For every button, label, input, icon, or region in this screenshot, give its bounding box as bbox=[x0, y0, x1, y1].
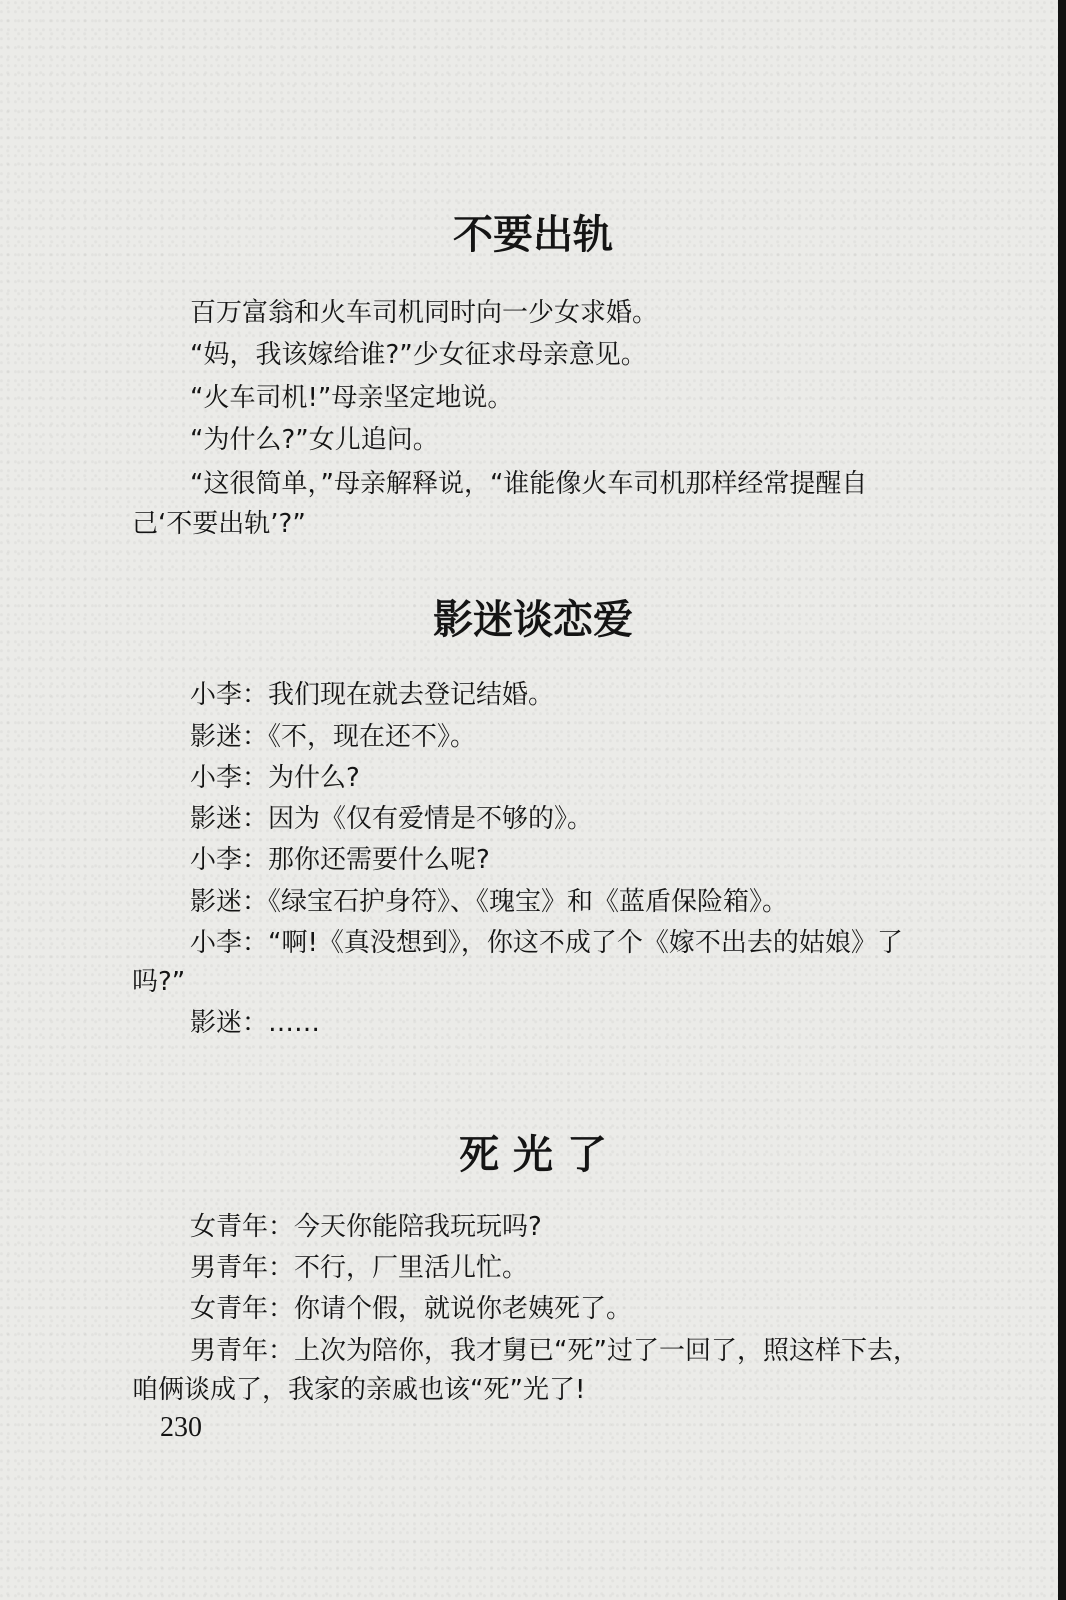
paragraph-line: 百万富翁和火车司机同时向一少女求婚。 bbox=[190, 298, 659, 328]
paragraph-line: 女青年：你请个假，就说你老姨死了。 bbox=[190, 1294, 633, 1324]
paragraph-line: 影迷：《不，现在还不》。 bbox=[190, 722, 477, 752]
paragraph-line: “火车司机!”母亲坚定地说。 bbox=[190, 383, 514, 413]
paragraph-line: 小李：“啊!《真没想到》，你这不成了个《嫁不出去的姑娘》了 bbox=[190, 928, 903, 958]
paragraph-line: 小李：为什么? bbox=[190, 763, 360, 793]
section-title-3: 死 光 了 bbox=[459, 1131, 607, 1178]
page-number: 230 bbox=[160, 1412, 202, 1443]
paragraph-line: 男青年：上次为陪你，我才舅已“死”过了一回了，照这样下去， bbox=[190, 1336, 919, 1366]
section-title-1: 不要出轨 bbox=[453, 211, 613, 258]
paragraph-line: 吗?” bbox=[132, 967, 186, 997]
paragraph-line: 男青年：不行，厂里活儿忙。 bbox=[190, 1253, 529, 1283]
paragraph-line: “这很简单，”母亲解释说，“谁能像火车司机那样经常提醒自 bbox=[190, 469, 868, 499]
paragraph-line: 女青年：今天你能陪我玩玩吗? bbox=[190, 1212, 542, 1242]
paragraph-line: 影迷：《绿宝石护身符》、《瑰宝》和《蓝盾保险箱》。 bbox=[190, 887, 789, 917]
paragraph-line: 己‘不要出轨’?” bbox=[132, 509, 306, 539]
paragraph-line: 咱俩谈成了，我家的亲戚也该“死”光了! bbox=[132, 1375, 586, 1405]
paragraph-line: 影迷：因为《仅有爱情是不够的》。 bbox=[190, 804, 594, 834]
section-title-2: 影迷谈恋爱 bbox=[433, 596, 633, 643]
paragraph-line: 影迷：…… bbox=[190, 1008, 321, 1038]
paragraph-line: “为什么?”女儿追问。 bbox=[190, 425, 439, 455]
paragraph-line: “妈，我该嫁给谁?”少女征求母亲意见。 bbox=[190, 340, 647, 370]
paragraph-line: 小李：那你还需要什么呢? bbox=[190, 845, 490, 875]
paragraph-line: 小李：我们现在就去登记结婚。 bbox=[190, 680, 555, 710]
